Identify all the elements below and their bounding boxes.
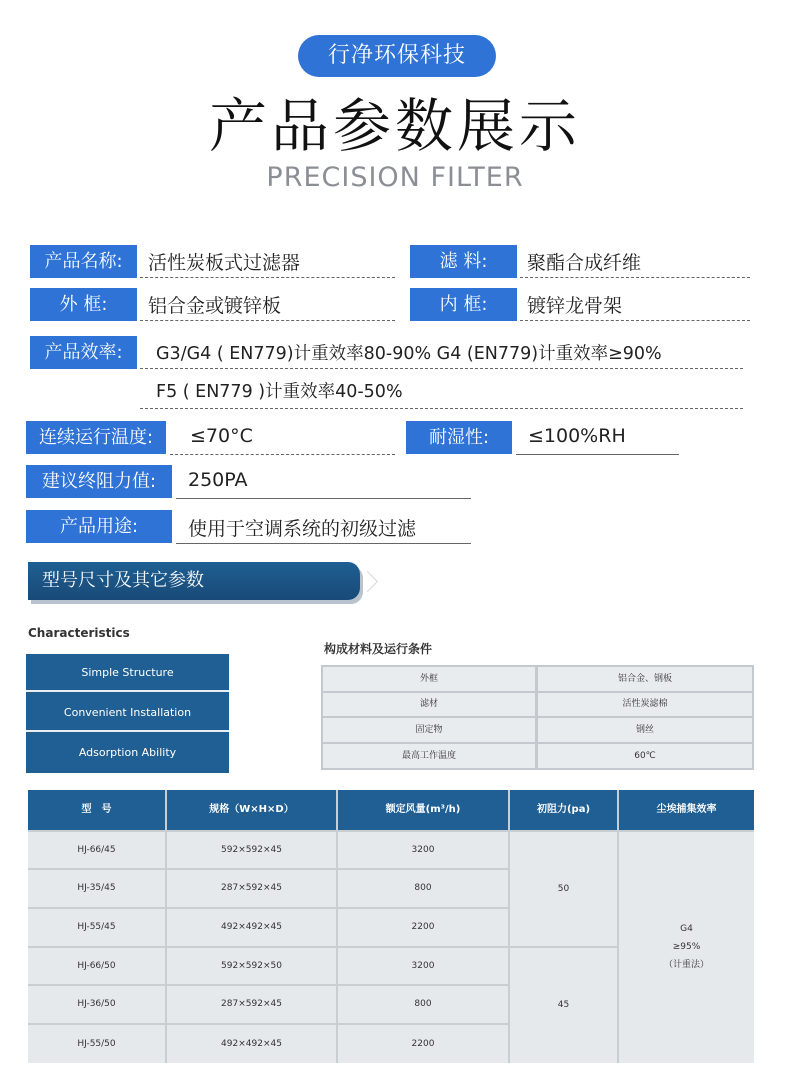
cell-airflow: 800: [338, 986, 508, 1023]
final-resistance-value: 250PA: [188, 469, 248, 491]
outer-frame-underline: [140, 320, 395, 321]
cell-resistance: 45: [510, 948, 617, 1063]
cell-size: 492×492×45: [167, 909, 336, 946]
table-header-efficiency: 尘埃捕集效率: [619, 790, 754, 830]
materials-value-cell: 钢丝: [538, 718, 752, 742]
cell-model: HJ-66/45: [28, 832, 165, 868]
usage-underline: [176, 543, 471, 544]
cell-model: HJ-35/45: [28, 870, 165, 907]
cell-model: HJ-55/45: [28, 909, 165, 946]
cell-airflow: 800: [338, 870, 508, 907]
section-title-banner: 型号尺寸及其它参数: [28, 562, 360, 600]
cell-resistance: 50: [510, 832, 617, 946]
efficiency-percent: ≥95%: [672, 942, 701, 952]
product-name-label: 产品名称:: [30, 245, 137, 278]
usage-label: 产品用途:: [26, 510, 172, 543]
humidity-underline: [516, 454, 679, 455]
efficiency-line-1: G3/G4 ( EN779)计重效率80-90% G4 (EN779)计重效率≥90%: [156, 344, 662, 364]
usage-value: 使用于空调系统的初级过滤: [188, 518, 417, 540]
characteristic-item: Simple Structure: [26, 654, 229, 692]
materials-name-cell: 滤材: [323, 693, 535, 716]
cell-airflow: 3200: [338, 948, 508, 984]
efficiency-underline-1: [140, 368, 743, 369]
cell-size: 592×592×50: [167, 948, 336, 984]
page-subtitle: PRECISION FILTER: [266, 162, 524, 193]
materials-heading: 构成材料及运行条件: [324, 642, 433, 656]
product-name-underline: [140, 277, 395, 278]
temperature-underline: [170, 454, 395, 455]
product-name-value: 活性炭板式过滤器: [148, 252, 301, 274]
table-header-model: 型 号: [28, 790, 165, 830]
humidity-label: 耐湿性:: [406, 421, 512, 454]
cell-size: 287×592×45: [167, 986, 336, 1023]
cell-model: HJ-36/50: [28, 986, 165, 1023]
inner-frame-label: 内 框:: [410, 288, 517, 321]
efficiency-grade: G4: [680, 924, 693, 934]
inner-frame-value: 镀锌龙骨架: [527, 295, 623, 317]
final-resistance-underline: [176, 498, 471, 499]
filter-material-label: 滤 料:: [410, 245, 517, 278]
model-spec-table: [28, 790, 754, 1063]
cell-airflow: 2200: [338, 1025, 508, 1063]
cell-model: HJ-66/50: [28, 948, 165, 984]
efficiency-method: （计重法）: [663, 960, 709, 970]
characteristics-list: [26, 654, 229, 773]
table-header-resistance: 初阻力(pa): [510, 790, 617, 830]
chevron-right-icon: [357, 571, 378, 592]
characteristic-item: Convenient Installation: [26, 694, 229, 732]
materials-value-cell: 铝合金、钢板: [538, 667, 752, 691]
materials-name-cell: 外框: [323, 667, 535, 691]
cell-airflow: 3200: [338, 832, 508, 868]
temperature-label: 连续运行温度:: [26, 421, 166, 454]
cell-size: 287×592×45: [167, 870, 336, 907]
materials-table: [321, 665, 754, 770]
outer-frame-value: 铝合金或镀锌板: [148, 295, 282, 317]
filter-material-value: 聚酯合成纤维: [527, 252, 642, 274]
materials-value-cell: 活性炭滤棉: [538, 693, 752, 716]
table-header-size: 规格（W×H×D）: [167, 790, 336, 830]
filter-material-underline: [520, 277, 750, 278]
cell-efficiency: [619, 832, 754, 1063]
cell-size: 492×492×45: [167, 1025, 336, 1063]
materials-name-cell: 固定物: [323, 718, 535, 742]
humidity-value: ≤100%RH: [528, 425, 626, 447]
materials-name-cell: 最高工作温度: [323, 744, 535, 768]
efficiency-label: 产品效率:: [30, 336, 137, 369]
brand-badge: 行净环保科技: [298, 35, 496, 77]
cell-airflow: 2200: [338, 909, 508, 946]
efficiency-line-2: F5 ( EN779 )计重效率40-50%: [156, 382, 403, 402]
temperature-value: ≤70°C: [190, 425, 253, 447]
final-resistance-label: 建议终阻力值:: [26, 465, 172, 498]
characteristics-heading: Characteristics: [28, 626, 130, 640]
page-title: 产品参数展示: [208, 92, 581, 160]
table-header-airflow: 额定风量(m³/h): [338, 790, 508, 830]
cell-model: HJ-55/50: [28, 1025, 165, 1063]
inner-frame-underline: [520, 320, 750, 321]
outer-frame-label: 外 框:: [30, 288, 137, 321]
efficiency-underline-2: [140, 408, 743, 409]
materials-value-cell: 60℃: [538, 744, 752, 768]
characteristic-item: Adsorption Ability: [78, 746, 177, 759]
cell-size: 592×592×45: [167, 832, 336, 868]
